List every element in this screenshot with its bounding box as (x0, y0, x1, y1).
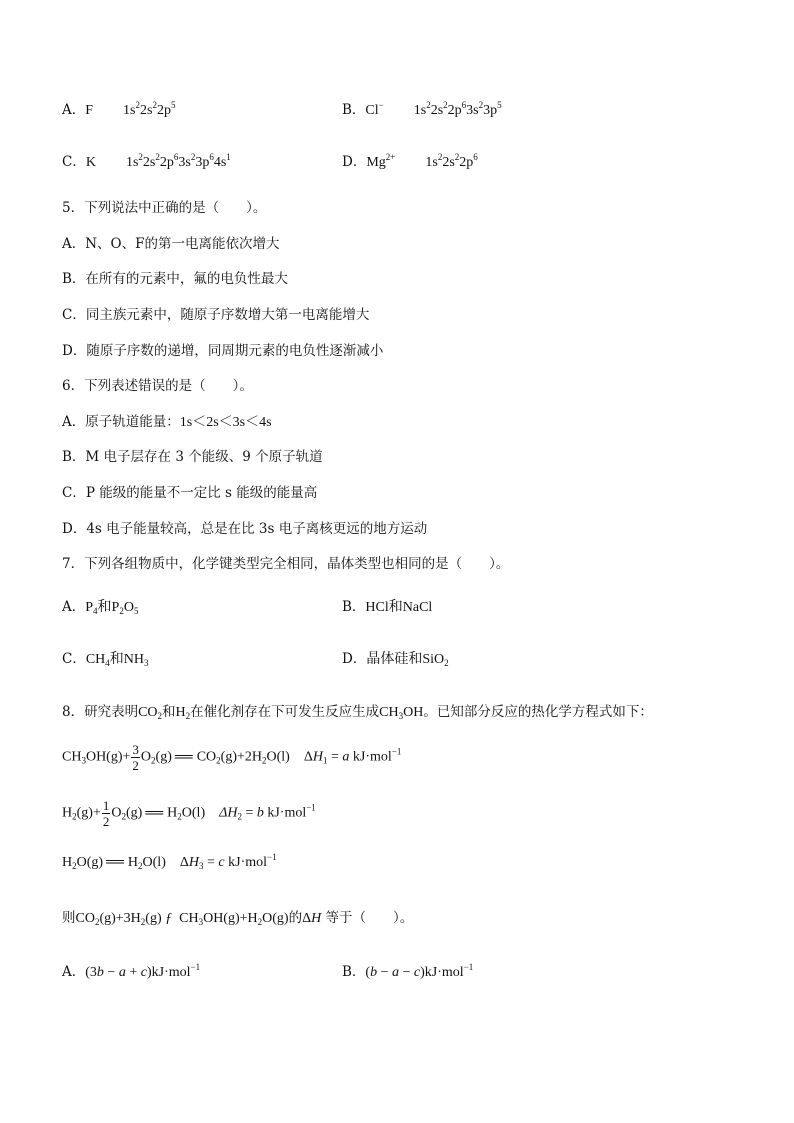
q4-c-config: $1s^22s^22p^63s^23p^64s^1$ (125, 152, 231, 170)
q4-a-config: $1s^22s^22p^5$ (123, 100, 176, 118)
q4-b-config: $1s^22s^22p^63s^23p^5$ (413, 100, 502, 118)
q7-d-formulas: 晶体硅和SiO$_2$ (366, 652, 449, 668)
q6-option-c[interactable]: C．P 能级的能量不一定比 s 能级的能量高 (62, 485, 318, 501)
q5-stem: 5．下列说法中正确的是（ ）。 (62, 200, 267, 216)
q4-a-species: F (85, 103, 94, 118)
q4-d-species: $Mg^{2+}$ (366, 152, 396, 170)
q7-c-formulas: $CH_4$和$NH_3$ (85, 652, 149, 668)
q8-option-a[interactable]: A．(3b − a + c)kJ·mol$^{-1}$ (62, 962, 201, 980)
q8-b-expression: (b − a − c)kJ·mol$^{-1}$ (365, 962, 474, 980)
q7-stem: 7．下列各组物质中，化学键类型完全相同，晶体类型也相同的是（ ）。 (62, 556, 510, 572)
q6-option-b[interactable]: B．M 电子层存在 3 个能级、9 个原子轨道 (62, 449, 323, 465)
q4-d-config: $1s^22s^22p^6$ (425, 152, 478, 170)
q8-stem: 8．研究表明$CO_2$和$H_2$在催化剂存在下可发生反应生成$CH_3OH$。已知部分反应的热化学方程式如下： (62, 704, 653, 721)
q5-option-c[interactable]: C．同主族元素中，随原子序数增大第一电离能增大 (62, 307, 370, 323)
q8-equation-3: $H_2O(g)$ ══ $H_2O(l) \Delta H_3 = c$ kJ·mol$^{-1}$ (62, 852, 277, 871)
q4-option-d[interactable]: D．$Mg^{2+}$ $1s^22s^22p^6$ (342, 152, 478, 170)
q6-stem: 6．下列表述错误的是（ ）。 (62, 378, 253, 394)
q4-b-species: Cl− (365, 100, 384, 118)
q5-option-d[interactable]: D．随原子序数的递增，同周期元素的电负性逐渐减小 (62, 343, 384, 359)
q8-equation-1: $CH_3OH(g)+$ $\frac{3}{2}$ $O_2(g)$ ══ $CO_2(g)+2H_2O(l) \Delta H_1 = a$ kJ·mol$^{-1}$ (62, 742, 402, 773)
q7-option-b[interactable]: B．HCl和NaCl (342, 599, 433, 615)
q7-b-formulas: HCl和NaCl (365, 600, 433, 615)
q7-option-c[interactable]: C．$CH_4$和$NH_3$ (62, 651, 149, 668)
q8-a-expression: (3b − a + c)kJ·mol$^{-1}$ (85, 962, 201, 980)
q4-option-c[interactable]: C．K $1s^22s^22p^63s^23p^64s^1$ (62, 152, 231, 170)
q4-option-b[interactable]: B．Cl− $1s^22s^22p^63s^23p^5$ (342, 100, 502, 118)
q4-option-a[interactable]: A．F $1s^22s^22p^5$ (62, 100, 176, 118)
q4-c-species: K (85, 155, 96, 170)
q7-a-formulas: $P_4$和$P_2O_5$ (85, 600, 139, 616)
q7-option-a[interactable]: A．$P_4$和$P_2O_5$ (62, 599, 139, 616)
q8-option-b[interactable]: B．(b − a − c)kJ·mol$^{-1}$ (342, 962, 474, 980)
q6-option-d[interactable]: D．4s 电子能量较高，总是在比 3s 电子离核更远的地方运动 (62, 521, 428, 537)
q8-equation-2: $H_2(g)+$ $\frac{1}{2}$ $O_2(g)$ ══ $H_2O(l) \Delta H_2 = b$ kJ·mol$^{-1}$ (62, 798, 316, 829)
q7-option-d[interactable]: D．晶体硅和SiO$_2$ (342, 651, 449, 668)
q5-option-b[interactable]: B．在所有的元素中，氟的电负性最大 (62, 271, 288, 287)
q5-option-a[interactable]: A．N、O、F的第一电离能依次增大 (62, 236, 280, 252)
q8-question: 则$CO_2(g)+3H_2(g)$ ƒ $CH_3OH(g)+H_2O(g)$的ΔH 等于（ ）。 (62, 910, 414, 927)
q6-option-a[interactable]: A．原子轨道能量：1s＜2s＜3s＜4s (62, 414, 272, 430)
